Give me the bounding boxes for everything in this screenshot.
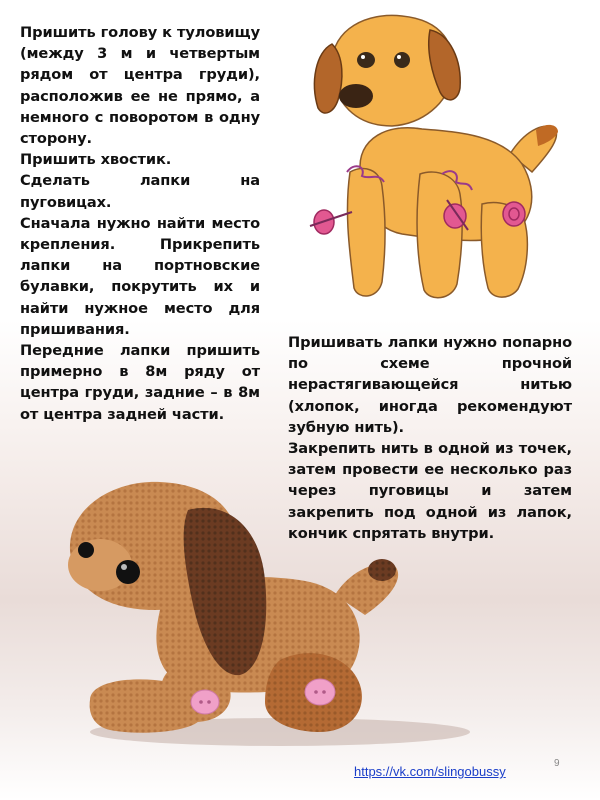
crochet-dog-photo — [50, 470, 480, 750]
instruction-paragraph: Пришивать лапки нужно попарно по схеме прочной нерастягивающейся нитью (хлопок, иногда рекомендуют зубную нить). — [288, 334, 572, 436]
dog-eye — [394, 52, 410, 68]
pink-button — [305, 679, 335, 705]
left-instructions — [20, 22, 260, 425]
dog-eye — [357, 52, 375, 68]
dog-back-leg — [417, 172, 462, 298]
instruction-paragraph: Сначала нужно найти место крепления. Прикрепить лапки на портновские булавки, покрутить их и найти нужное место для пришивания. — [20, 214, 260, 338]
crochet-tail-tip — [368, 559, 396, 581]
page-number: 9 — [554, 758, 560, 769]
cartoon-dog-illustration — [292, 4, 592, 316]
dog-ear — [314, 44, 341, 113]
instruction-paragraph: Пришить хвостик. — [20, 151, 172, 169]
instruction-paragraph: Закрепить нить в одной из точек, затем провести ее несколько раз через пуговицы и затем закрепить под одной из лапок, кончик спрятать внутри. — [288, 440, 572, 542]
pink-button — [191, 690, 219, 714]
crochet-eye — [116, 560, 140, 584]
instruction-paragraph: Сделать лапки на пуговицах. — [20, 172, 260, 211]
dog-eye-shine — [361, 55, 365, 59]
crochet-eye-shine — [121, 564, 127, 570]
instruction-paragraph: Пришить голову к туловищу (между 3 м и четвертым рядом от центра груди), расположив ее не прямо, а немного с поворотом в одну сторону. — [20, 24, 260, 148]
instruction-paragraph: Передние лапки пришить примерно в 8м ряду от центра груди, задние – в 8м от центра задней части. — [20, 342, 260, 423]
pin-button — [310, 210, 352, 234]
source-link[interactable]: https://vk.com/slingobussy — [354, 764, 506, 779]
dog-eye-shine — [397, 55, 401, 59]
dog-front-leg — [347, 168, 385, 296]
pin-button — [503, 202, 525, 226]
dog-nose — [339, 84, 373, 108]
crochet-eye — [78, 542, 94, 558]
